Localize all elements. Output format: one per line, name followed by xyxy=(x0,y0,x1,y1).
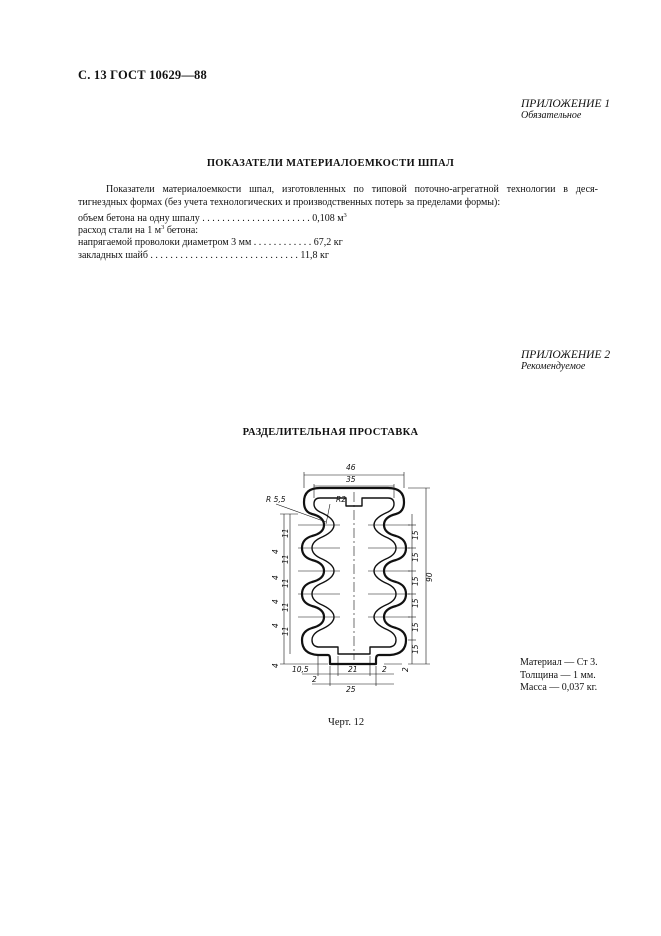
section-1-title: ПОКАЗАТЕЛИ МАТЕРИАЛОЕМКОСТИ ШПАЛ xyxy=(206,158,455,169)
dim-slot-width: 11 xyxy=(281,626,290,636)
page-header: С. 13 ГОСТ 10629—88 xyxy=(78,68,207,82)
list-item: закладных шайб . . . . . . . . . . . . . . . . . . . . . . . . . . . . . . 11,8 кг xyxy=(78,249,330,261)
dim-slot-width: 11 xyxy=(281,528,290,538)
dim-gap: 4 xyxy=(271,599,280,604)
section-2-title: РАЗДЕЛИТЕЛЬНАЯ ПРОСТАВКА xyxy=(242,427,419,438)
dim-pitch: 15 xyxy=(411,552,420,562)
appendix-2-label: ПРИЛОЖЕНИЕ 2 xyxy=(521,349,611,361)
appendix-2-status: Рекомендуемое xyxy=(521,361,586,372)
dim-slot-width: 11 xyxy=(281,578,290,588)
dim-gap: 4 xyxy=(271,575,280,580)
dim-pitch: 15 xyxy=(411,598,420,608)
section-1-intro: Показатели материалоемкости шпал, изготовленных по типовой поточно-агрегатной технологии в деся-тигнездных формах (без учета технологических и производственных потерь за пределами формы): xyxy=(78,184,598,208)
dim-radius-large: R 5,5 xyxy=(266,495,286,504)
note-material: Материал — Ст 3. xyxy=(520,657,598,668)
figure-caption: Черт. 12 xyxy=(328,717,365,728)
dim-top-inner: 35 xyxy=(346,475,356,484)
appendix-2-heading xyxy=(521,349,610,372)
dim-slot-width: 11 xyxy=(281,602,290,612)
dim-pitch: 15 xyxy=(411,530,420,540)
appendix-1-heading xyxy=(521,98,610,121)
dim-pitch: 15 xyxy=(411,622,420,632)
dim-slot-width: 11 xyxy=(281,554,290,564)
dim-bottom-mid: 21 xyxy=(348,665,358,674)
dim-radius-small: R2 xyxy=(336,495,346,504)
dim-bottom-total: 25 xyxy=(346,685,356,694)
materials-list xyxy=(78,213,458,262)
material-notes xyxy=(520,657,598,695)
dim-bottom-side-right: 2 xyxy=(382,665,387,674)
dim-gap: 4 xyxy=(271,549,280,554)
dim-gap: 4 xyxy=(271,623,280,628)
dim-top-outer: 46 xyxy=(346,463,356,472)
spacer-drawing-svg xyxy=(258,454,448,699)
dim-corner: 2 xyxy=(401,667,410,672)
appendix-1-label: ПРИЛОЖЕНИЕ 1 xyxy=(521,98,611,110)
list-item: напрягаемой проволоки диаметром 3 мм . . . . . . . . . . . . 67,2 кг xyxy=(78,237,343,249)
list-item: объем бетона на одну шпалу . . . . . . . . . . . . . . . . . . . . . . 0,108 $м^3$ xyxy=(78,212,347,224)
dim-pitch: 15 xyxy=(411,644,420,654)
spacer-drawing xyxy=(258,454,448,704)
appendix-1-status: Обязательное xyxy=(521,110,582,121)
note-thickness: Толщина — 1 мм. xyxy=(520,669,596,681)
dim-bottom-left: 10,5 xyxy=(292,665,309,674)
dim-height: 90 xyxy=(425,572,434,582)
list-item: расход стали на 1 $м^3$ бетона: xyxy=(78,224,199,237)
dim-gap: 4 xyxy=(271,663,280,668)
note-mass: Масса — 0,037 кг. xyxy=(520,682,598,693)
dim-pitch: 15 xyxy=(411,576,420,586)
dim-bottom-side: 2 xyxy=(312,675,317,684)
dimension-labels xyxy=(266,463,434,694)
